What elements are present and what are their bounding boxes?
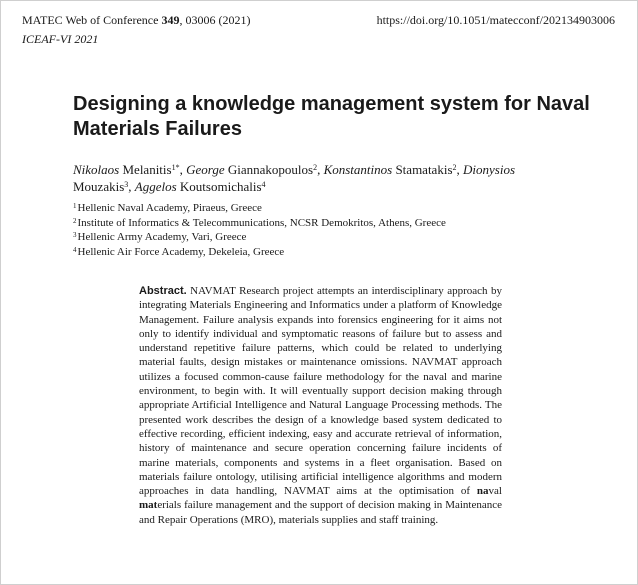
author-list: Nikolaos Melanitis$^{1*}$, George Giannakopoulos$^2$, Konstantinos Stamatakis$^2$, Dionysios Mouzakis$^3$, Aggelos Koutsomichalis$^4$ bbox=[73, 162, 515, 194]
abstract-label: Abstract. bbox=[139, 285, 187, 297]
journal-citation bbox=[22, 12, 250, 28]
journal-name: MATEC Web of Conference bbox=[22, 13, 162, 27]
running-header-left bbox=[22, 12, 250, 47]
affiliation: $^3$Hellenic Army Academy, Vari, Greece bbox=[73, 231, 247, 243]
doi-link[interactable]: https://doi.org/10.1051/matecconf/202134903006 bbox=[376, 13, 615, 27]
abstract: Abstract. NAVMAT Research project attempts an interdisciplinary approach by integrating Materials Engineering and Informatics under a platform of Knowledge Management. Failure analysis expands into forensics engineering for it aims not only to identify individual and symptomatic reasons of failure but to assess and understand repetitive failure patterns, which could be related to underlying material faults, design mistakes or maintenance omissions. NAVMAT approach utilizes a focused common-cause failure methodology for the naval and marine environment, to begin with. It will eventually support decision making through appropriate Artificial Intelligence and Natural Language Processing methods. The presented work describes the design of a knowledge based system dedicated to effective recording, efficient indexing, easy and accurate retrieval of information, history of maintenance and secure operation concerning failure incidents of marine materials, components and systems in a fleet organisation. Based on materials failure ontology, utilising artificial intelligence algorithms and modern approaches in data handling, NAVMAT aims at the optimisation of naval materials failure management and the support of decision making in Maintenance and Repair Operations (MRO), materials supplies and staff training. bbox=[139, 285, 502, 526]
affiliation: $^2$Institute of Informatics & Telecommunications, NCSR Demokritos, Athens, Greece bbox=[73, 216, 446, 229]
conference-name: ICEAF-VI 2021 bbox=[22, 32, 99, 46]
paper-title: Designing a knowledge management system for Naval Materials Failures bbox=[73, 93, 590, 140]
article-number: , 03006 (2021) bbox=[179, 13, 251, 27]
author: George Giannakopoulos$^2$ bbox=[186, 162, 318, 177]
affiliation: $^1$Hellenic Naval Academy, Piraeus, Greece bbox=[73, 202, 262, 214]
affiliation: $^4$Hellenic Air Force Academy, Dekeleia, Greece bbox=[73, 245, 285, 258]
author: Nikolaos Melanitis$^{1*}$ bbox=[73, 162, 180, 177]
author: Konstantinos Stamatakis$^2$ bbox=[323, 162, 457, 177]
author: Aggelos Koutsomichalis$^4$ bbox=[134, 179, 266, 194]
author: Dionysios Mouzakis$^3$ bbox=[73, 162, 515, 194]
affiliation-list bbox=[73, 201, 573, 259]
journal-volume: 349 bbox=[161, 13, 180, 27]
abstract-text: NAVMAT Research project attempts an interdisciplinary approach by integrating Materials Engineering and Informatics under a platform of Knowledge Management. Failure analysis expands into forensics engineering for it aims not only to identify individual and symptomatic reasons of failure but to assess and understand repetitive failure patterns, which could be related to underlying material faults, design mistakes or maintenance omissions. NAVMAT approach utilizes a focused common-cause failure methodology for the naval and marine environment, to begin with. It will eventually support decision making through appropriate Artificial Intelligence and Natural Language Processing methods. The presented work describes the design of a knowledge based system dedicated to effective recording, efficient indexing, easy and accurate retrieval of information, history of maintenance and secure operation concerning failure incidents of marine materials, components and systems in a fleet organisation. Based on materials failure ontology, utilising artificial intelligence algorithms and modern approaches in data handling, NAVMAT aims at the optimisation of bbox=[139, 285, 502, 498]
